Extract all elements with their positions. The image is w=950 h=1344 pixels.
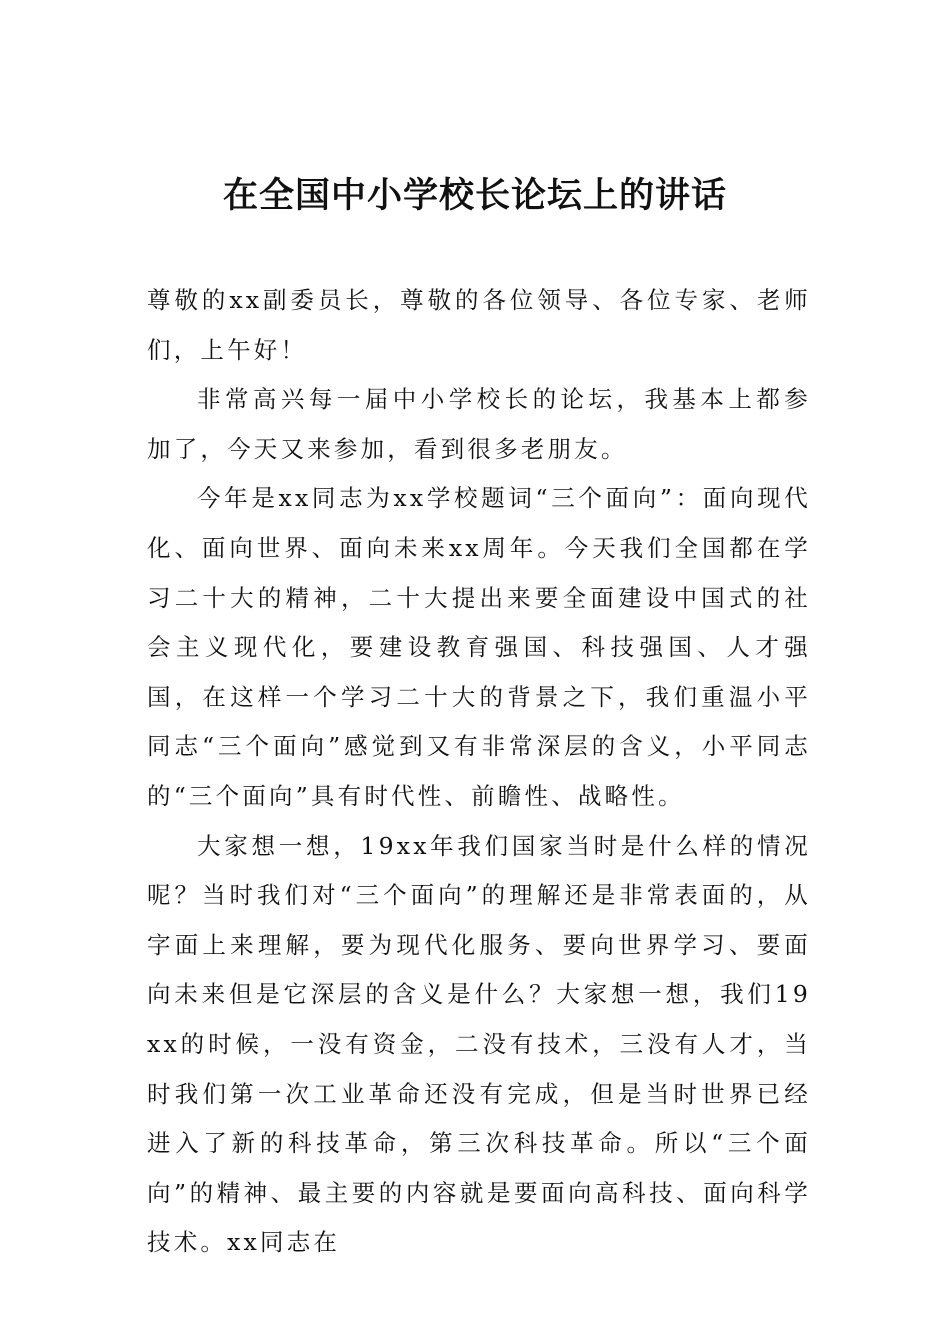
document-body xyxy=(147,276,811,1268)
paragraph-history: 大家想一想，19xx年我们国家当时是什么样的情况呢？当时我们对“三个面向”的理解还是非常表面的，从字面上来理解，要为现代化服务、要向世界学习、要面向未来但是它深层的含义是什么？大家想一想，我们19xx的时候，一没有资金，二没有技术，三没有人才，当时我们第一次工业革命还没有完成，但是当时世界已经进入了新的科技革命，第三次科技革命。所以“三个面向”的精神、最主要的内容就是要面向高科技、面向科学技术。xx同志在 xyxy=(147,831,811,1257)
paragraph-three-orientations: 今年是xx同志为xx学校题词“三个面向”：面向现代化、面向世界、面向未来xx周年。今天我们全国都在学习二十大的精神，二十大提出来要全面建设中国式的社会主义现代化，要建设教育强国、科技强国、人才强国，在这样一个学习二十大的背景之下，我们重温小平同志“三个面向”感觉到又有非常深层的含义，小平同志的“三个面向”具有时代性、前瞻性、战略性。 xyxy=(147,484,811,810)
paragraph-opening: 非常高兴每一届中小学校长的论坛，我基本上都参加了，今天又来参加，看到很多老朋友。 xyxy=(147,385,811,463)
document-title: 在全国中小学校长论坛上的讲话 xyxy=(222,175,727,216)
paragraph-salutation: 尊敬的xx副委员长，尊敬的各位领导、各位专家、老师们，上午好！ xyxy=(147,286,811,364)
